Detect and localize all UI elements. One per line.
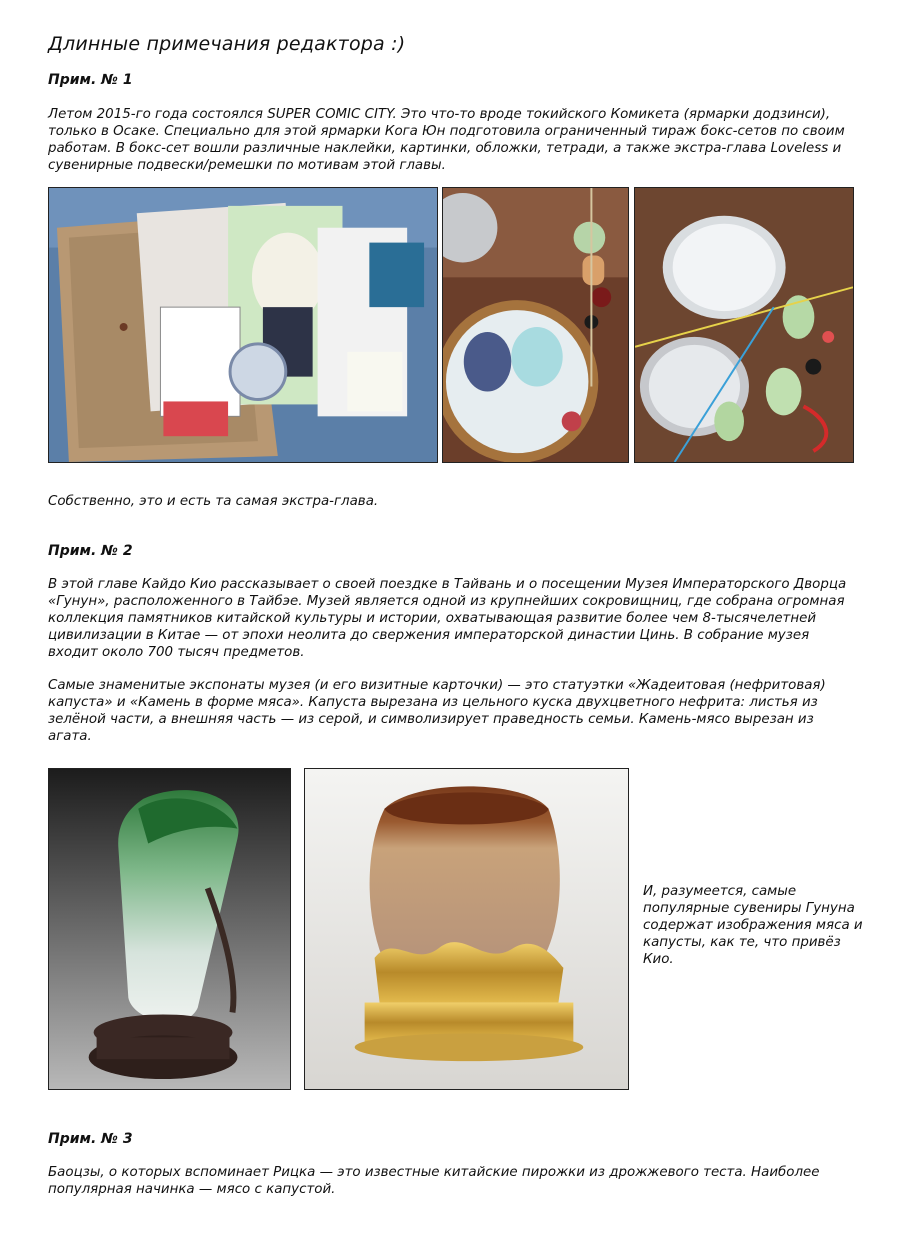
- jadeite-cabbage-photo: [48, 768, 291, 1090]
- strap-jade-photo: [634, 187, 854, 463]
- note2-side-text: И, разумеется, самые популярные сувениры Гунуна содержат изображения мяса и капусты, как те, что привёз Кио.: [643, 884, 863, 967]
- note2-heading: Прим. № 2: [48, 543, 133, 559]
- note1-caption: Собственно, это и есть та самая экстра-глава.: [48, 494, 379, 509]
- note3-heading: Прим. № 3: [48, 1131, 133, 1147]
- note2-text2: Самые знаменитые экспонаты музея (и его визитные карточки) — это статуэтки «Жадеитовая (нефритовая) капуста» и «Камень в форме мяса». Капуста вырезана из цельного куска двухцветного нефрита: листья из зелёной части, а внешняя часть — из серой, и символизирует праведность семьи. Камень-мясо вырезан из агата.: [48, 678, 826, 744]
- strap-charm-photo: [442, 187, 629, 463]
- note1-heading: Прим. № 1: [48, 72, 133, 88]
- meat-stone-photo: [304, 768, 629, 1090]
- note1-text: Летом 2015-го года состоялся SUPER COMIC CITY. Это что-то вроде токийского Комикета (ярмарки додзинси), только в Осаке. Специально для этой ярмарки Кога Юн подготовила ограниченный тираж бокс-сетов по своим работам. В бокс-сет вошли различные наклейки, картинки, обложки, тетради, а также экстра-глава Loveless и сувенирные подвески/ремешки по мотивам этой главы.: [48, 107, 845, 173]
- note3-text: Баоцзы, о которых вспоминает Рицка — это известные китайские пирожки из дрожжевого теста. Наиболее популярная начинка — мясо с капустой.: [48, 1165, 820, 1197]
- note2-text1: В этой главе Кайдо Кио рассказывает о своей поездке в Тайвань и о посещении Музея Императорского Дворца «Гунун», расположенного в Тайбэе. Музей является одной из крупнейших сокровищниц, где собрана огромная коллекция памятников китайской культуры и истории, охватывающая развитие более чем 8-тысячелетней цивилизации в Китае — от эпохи неолита до свержения императорской династии Цинь. В собрание музея входит около 700 тысяч предметов.: [48, 577, 847, 660]
- boxset-photo: [48, 187, 438, 463]
- page-title: Длинные примечания редактора :): [48, 33, 406, 55]
